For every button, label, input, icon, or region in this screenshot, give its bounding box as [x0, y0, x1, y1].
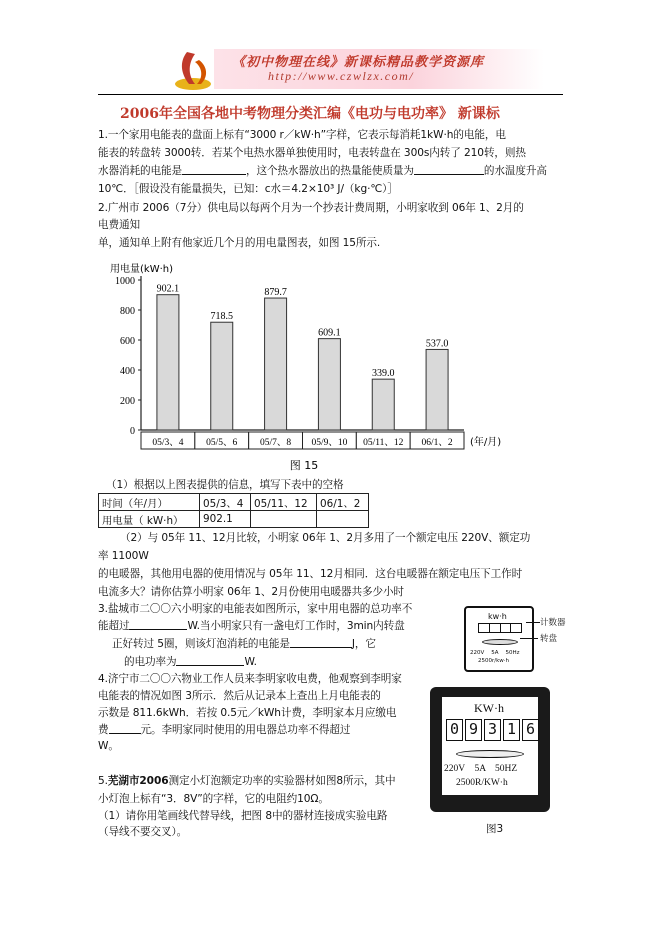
- y-tick-label: 1000: [115, 276, 135, 287]
- q5-number: 5.: [98, 775, 108, 787]
- bar: [372, 379, 394, 430]
- q4-line1: 4.济宁市二〇〇六物业工作人员来李明家收电费，他观察到李明家: [98, 673, 402, 685]
- q2b-line3: 率 1100W: [98, 550, 149, 562]
- label-counter: 计数器: [540, 618, 566, 628]
- q5-text: 测定小灯泡额定功率的实验器材如图8所示，其中: [168, 775, 396, 787]
- x-tick-label: 05/9、10: [311, 438, 348, 448]
- x-tick-label: 06/1、2: [421, 438, 453, 448]
- answer-blank[interactable]: [182, 164, 246, 175]
- q1-line2: 能表的转盘转 3000转．若某个电热水器单独使用时，电表转盘在 300s内转了 210转，则热: [98, 147, 526, 159]
- meter-counter: [478, 623, 522, 633]
- meter-digit: 1: [503, 719, 520, 741]
- bar-value-label: 902.1: [156, 283, 180, 295]
- q2b-line1: （1）根据以上图表提供的信息，填写下表中的空格: [106, 479, 344, 491]
- bar-value-label: 879.7: [264, 287, 287, 299]
- q3-text-b: W.当小明家只有一盏电灯工作时，3min内转盘: [187, 620, 405, 632]
- bar-value-label: 609.1: [318, 327, 341, 339]
- y-axis-label: 用电量(kW·h): [110, 264, 173, 275]
- answer-blank[interactable]: [176, 655, 244, 666]
- answer-blank[interactable]: [414, 164, 484, 175]
- meter-spec: 220V 5A 50HZ: [444, 764, 518, 774]
- q1-text-b: ，这个热水器放出的热量能使质量为: [245, 165, 414, 177]
- q1-text-a: 水器消耗的电能是: [98, 165, 182, 177]
- bar: [426, 349, 448, 430]
- table-cell: 06/1、2: [317, 494, 369, 511]
- meter-digit: 0: [446, 719, 463, 741]
- table-cell: 用电量（ kW·h）: [99, 511, 200, 528]
- y-tick-label: 200: [120, 396, 135, 407]
- table-row: [99, 494, 369, 511]
- x-axis-label: (年/月): [470, 437, 502, 448]
- table-cell: 时间（年/月）: [99, 494, 200, 511]
- x-tick-label: 05/11、12: [363, 438, 404, 448]
- q5-line3: （1）请你用笔画线代替导线，把图 8中的器材连接成实验电路: [98, 810, 388, 822]
- fill-in-table: [98, 493, 369, 528]
- table-cell: 05/11、12: [251, 494, 317, 511]
- leader-line: [526, 622, 540, 623]
- leader-line: [520, 638, 538, 639]
- meter-disc: [456, 750, 524, 758]
- q5-source: 芜湖市2006: [107, 775, 169, 787]
- table-answer-cell[interactable]: [317, 511, 369, 528]
- bar: [157, 295, 179, 430]
- site-logo: [173, 48, 213, 92]
- q3-line4: [124, 655, 257, 669]
- meter-digit: 9: [465, 719, 482, 741]
- meter-unit: KW·h: [474, 701, 504, 715]
- q2b-line4: 的电暖器，其他用电器的使用情况与 05年 11、12月相同．这台电暖器在额定电压下工作时: [98, 568, 523, 580]
- q1-text-c: 的水温度升高: [483, 165, 547, 177]
- meter-disc: [482, 639, 518, 645]
- answer-blank[interactable]: [129, 619, 187, 630]
- q2-line1: 2.广州市 2006（7分）供电局以每两个月为一个抄表计费周期，小明家收到 06年 1、2月的: [98, 202, 524, 214]
- q1-line4: 10℃．［假设没有能量损失，已知：c水＝4.2×10³ J/（kg·℃）］: [98, 183, 398, 195]
- x-tick-label: 05/7、8: [260, 438, 292, 448]
- q4-line2: 电能表的情况如图 3所示．然后从记录本上查出上月电能表的: [98, 690, 381, 702]
- q2-line2: 电费通知: [98, 219, 140, 231]
- table-cell: 05/3、4: [200, 494, 251, 511]
- bar: [318, 339, 340, 430]
- meter-figure-2: [430, 687, 550, 812]
- q4-line3: 示数是 811.6kWh．若按 0.5元／kWh计费，李明家本月应缴电: [98, 707, 397, 719]
- label-disc: 转盘: [540, 634, 558, 644]
- bar: [211, 322, 233, 430]
- counter-digit: [479, 624, 490, 632]
- q5-line2: 小灯泡上标有“3．8V”的字样，它的电阻约10Ω。: [98, 793, 329, 805]
- bar: [265, 298, 287, 430]
- meter-digits: [446, 719, 539, 741]
- meter-spec: 220V 5A 50Hz: [470, 650, 520, 656]
- y-tick-label: 800: [120, 306, 135, 317]
- meter-figure-1: [460, 602, 570, 678]
- q5-line4: （导线不要交叉）。: [98, 826, 188, 838]
- q4-line5: W。: [98, 740, 119, 752]
- counter-digit: [511, 624, 521, 632]
- answer-blank[interactable]: [290, 637, 352, 648]
- q4-text-a: 费: [98, 724, 109, 736]
- q3-text-f: W.: [244, 656, 257, 668]
- y-tick-label: 600: [120, 336, 135, 347]
- answer-blank[interactable]: [109, 723, 141, 734]
- banner-title: 《初中物理在线》新课标精品教学资源库: [232, 55, 485, 70]
- counter-digit: [490, 624, 501, 632]
- q4-line4: [98, 723, 350, 737]
- q1-line3: [98, 164, 547, 178]
- x-tick-label: 05/3、4: [152, 438, 184, 448]
- meter-face: [442, 697, 538, 795]
- y-tick-label: 400: [120, 366, 135, 377]
- table-cell: 902.1: [200, 511, 251, 528]
- bar-value-label: 339.0: [372, 368, 395, 380]
- q3-text-c: 正好转过 5圈，则该灯泡消耗的电能是: [112, 638, 290, 650]
- chart-caption: 图 15: [289, 459, 319, 472]
- y-tick-label: 0: [130, 426, 135, 437]
- meter-body: [464, 606, 534, 672]
- q3-text-d: J，它: [351, 638, 376, 650]
- bar-value-label: 718.5: [210, 311, 233, 323]
- q3-text-e: 的电功率为: [124, 656, 177, 668]
- bar-value-label: 537.0: [425, 338, 449, 350]
- usage-bar-chart: [96, 258, 506, 476]
- table-answer-cell[interactable]: [251, 511, 317, 528]
- q3-text-a: 能超过: [98, 620, 130, 632]
- q2b-line5: 电流多大？请你估算小明家 06年 1、2月份使用电暖器共多少小时: [98, 586, 404, 598]
- meter-spec: 2500r/kw·h: [478, 658, 510, 664]
- meter-digit: 6: [522, 719, 539, 741]
- x-tick-label: 05/5、6: [206, 438, 238, 448]
- figure-caption: 图3: [486, 823, 504, 835]
- meter-unit: kw·h: [488, 612, 507, 621]
- q4-text-b: 元。李明家同时使用的用电器总功率不得超过: [140, 724, 351, 736]
- meter-spec: 2500R/KW·h: [456, 778, 508, 788]
- q5-line1: [98, 774, 396, 788]
- header-divider: [98, 94, 563, 95]
- page-title: 2006年全国各地中考物理分类汇编《电功与电功率》 新课标: [120, 106, 500, 122]
- banner-url[interactable]: http://www.czwlzx.com/: [268, 69, 415, 83]
- q2-line3: 单，通知单上附有他家近几个月的用电量图表，如图 15所示.: [98, 237, 381, 249]
- q3-line2: [98, 619, 405, 633]
- q3-line3: [112, 637, 376, 651]
- counter-digit: [501, 624, 512, 632]
- meter-digit: 3: [484, 719, 501, 741]
- q3-line1: 3.盐城市二〇〇六小明家的电能表如图所示，家中用电器的总功率不: [98, 603, 413, 615]
- q2b-line2: （2）与 05年 11、12月比较，小明家 06年 1、2月多用了一个额定电压 220V、额定功: [120, 532, 531, 544]
- table-row: [99, 511, 369, 528]
- q1-line1: 1.一个家用电能表的盘面上标有“3000 r／kW·h”字样，它表示每消耗1kW·h的电能，电: [98, 129, 506, 141]
